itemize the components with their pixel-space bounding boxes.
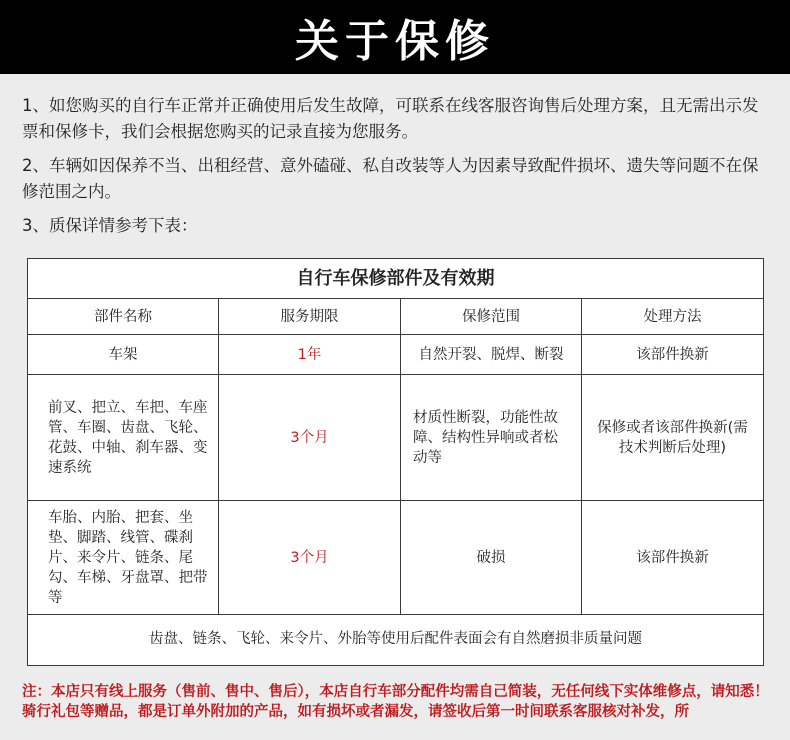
- header-warranty-scope: 保修范围: [401, 299, 582, 335]
- row1-scope: 自然开裂、脱焊、断裂: [401, 335, 582, 375]
- row2-period: 3个月: [219, 375, 401, 501]
- row2-method: 保修或者该部件换新(需技术判断后处理): [582, 375, 763, 501]
- intro-paragraph-3: 3、质保详情参考下表：: [22, 216, 198, 235]
- warranty-table: [27, 258, 764, 666]
- row3-scope: 破损: [401, 501, 582, 615]
- row2-part: 前叉、把立、车把、车座管、车圈、齿盘、飞轮、花鼓、中轴、刹车器、变速系统: [28, 375, 219, 501]
- header-service-period: 服务期限: [219, 299, 401, 335]
- row3-method: 该部件换新: [582, 501, 763, 615]
- row2-scope: 材质性断裂，功能性故障、结构性异响或者松动等: [401, 375, 582, 501]
- store-notes: [22, 682, 782, 722]
- row1-part: 车架: [28, 335, 219, 375]
- row1-period: 1年: [219, 335, 401, 375]
- note-online-only: 注：本店只有线上服务（售前、售中、售后），本店自行车部分配件均需自己简装，无任何线下实体维修点，请知悉！: [22, 684, 769, 700]
- note-gifts: 骑行礼包等赠品，都是订单外附加的产品，如有损坏或者漏发，请签收后第一时间联系客服核对补发，所: [22, 704, 689, 720]
- row3-part: 车胎、内胎、把套、坐垫、脚踏、线管、碟刹片、来令片、链条、尾勾、车梯、牙盘罩、把带等: [28, 501, 219, 615]
- row3-period: 3个月: [219, 501, 401, 615]
- page-banner-title: 关于保修: [0, 0, 790, 74]
- intro-paragraph-2: 2、车辆如因保养不当、出租经营、意外磕碰、私自改装等人为因素导致配件损坏、遗失等问题不在保修范围之内。: [22, 156, 759, 201]
- row1-method: 该部件换新: [582, 335, 763, 375]
- header-part-name: 部件名称: [28, 299, 219, 335]
- intro-paragraph-1: 1、如您购买的自行车正常并正确使用后发生故障，可联系在线客服咨询售后处理方案，且无需出示发票和保修卡，我们会根据您购买的记录直接为您服务。: [22, 96, 759, 141]
- header-handling-method: 处理方法: [582, 299, 763, 335]
- table-footnote: 齿盘、链条、飞轮、来令片、外胎等使用后配件表面会有自然磨损非质量问题: [149, 631, 642, 647]
- table-title: 自行车保修部件及有效期: [28, 259, 763, 299]
